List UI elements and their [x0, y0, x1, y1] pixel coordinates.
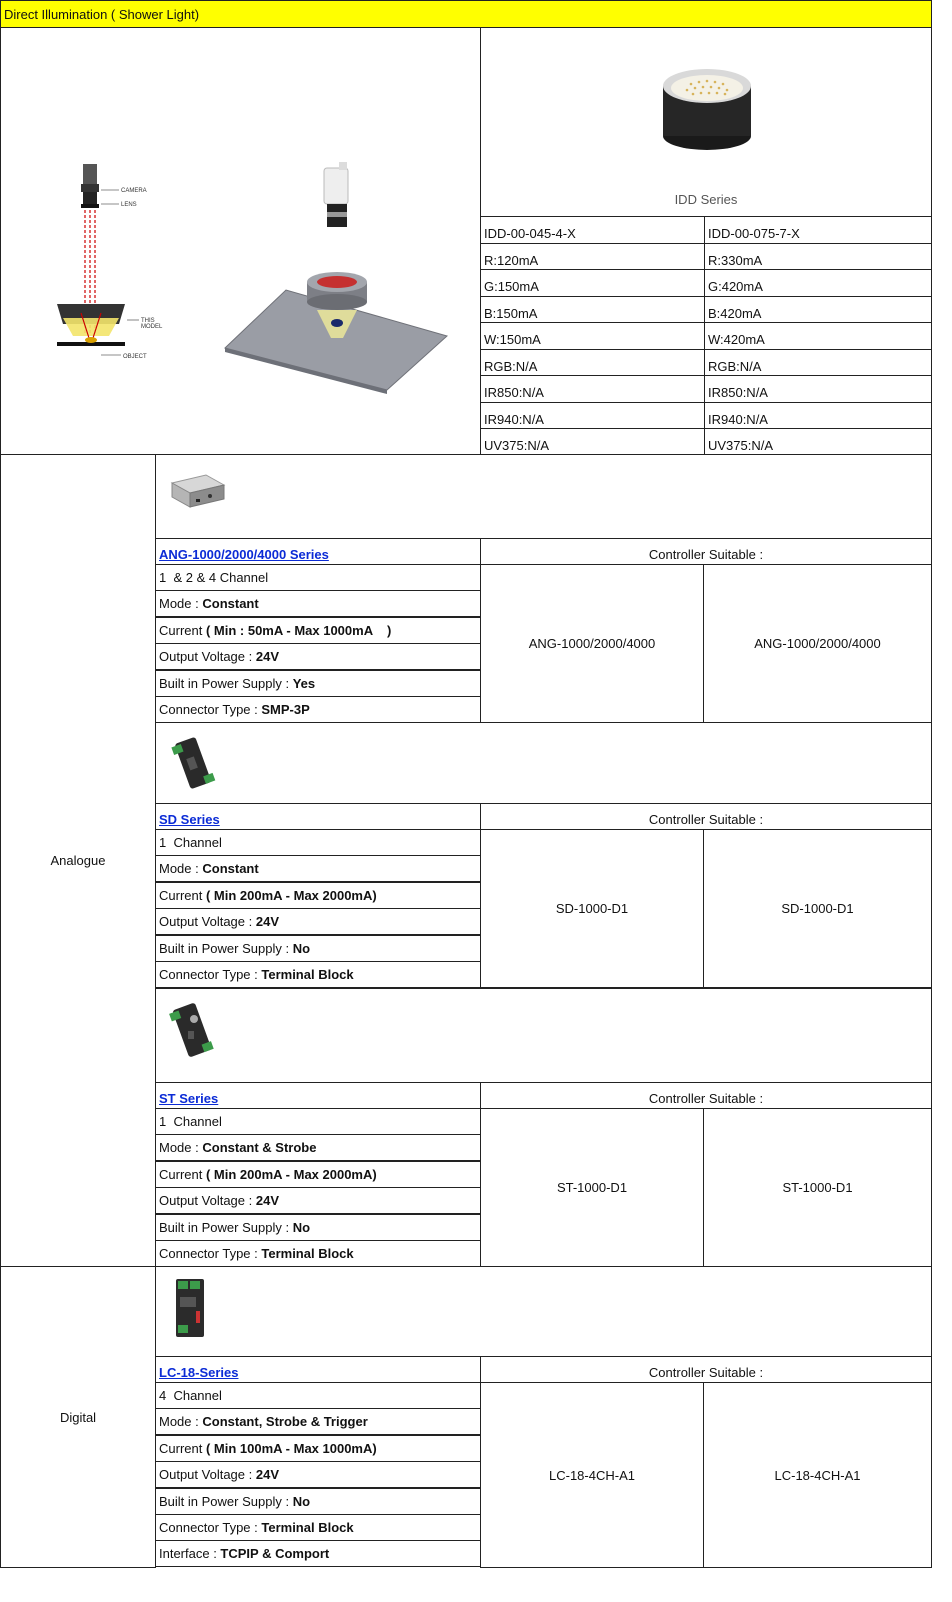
spec-label: Connector Type :	[159, 967, 262, 982]
spec-row	[155, 1240, 481, 1267]
spec-label: 1 & 2 & 4 Channel	[159, 570, 269, 585]
series-link[interactable]: ST Series	[159, 1091, 219, 1106]
spec-cell	[704, 296, 932, 324]
spec-value: RGB:N/A	[484, 359, 538, 374]
spec-value: Constant, Strobe & Trigger	[202, 1414, 368, 1429]
controller-image-cell	[155, 988, 932, 1083]
controller-suitable-label: Controller Suitable :	[648, 812, 764, 827]
model-cell	[704, 216, 932, 244]
suitable-model: ANG-1000/2000/4000	[754, 636, 881, 651]
group-analogue-label: Analogue	[50, 853, 106, 868]
diagram-panel	[0, 27, 481, 455]
setup-diagram	[1, 28, 480, 454]
spec-row	[155, 961, 481, 988]
spec-cell	[480, 402, 705, 430]
spec-value: G:420mA	[708, 279, 763, 294]
model-label-2: MODEL	[141, 324, 163, 330]
spec-row	[155, 590, 481, 617]
controller-image	[166, 997, 218, 1064]
spec-row	[155, 908, 481, 935]
controller-suitable-header	[480, 1082, 932, 1109]
spec-label: Current	[159, 1167, 206, 1182]
camera-shape	[83, 164, 97, 184]
spec-row	[155, 1161, 481, 1188]
series-link[interactable]: LC-18-Series	[159, 1365, 239, 1380]
spec-value: IR850:N/A	[484, 385, 544, 400]
spec-value: W:150mA	[484, 332, 541, 347]
spec-value: IR940:N/A	[484, 412, 544, 427]
spec-value: TCPIP & Comport	[220, 1546, 330, 1561]
spec-label: Output Voltage :	[159, 914, 256, 929]
spec-cell	[704, 428, 932, 456]
spec-row	[155, 1108, 481, 1135]
spec-label: 4 Channel	[159, 1388, 222, 1403]
spec-row	[155, 882, 481, 909]
spec-row	[155, 935, 481, 962]
spec-label: Built in Power Supply :	[159, 676, 293, 691]
spec-value: Terminal Block	[261, 1520, 354, 1535]
model-cell	[480, 216, 705, 244]
controller-image	[166, 1275, 212, 1344]
spec-label: Output Voltage :	[159, 1193, 256, 1208]
suitable-model: LC-18-4CH-A1	[549, 1467, 635, 1483]
spec-label: Built in Power Supply :	[159, 941, 293, 956]
spec-cell	[704, 349, 932, 377]
group-digital	[0, 1266, 156, 1568]
spec-row	[155, 1461, 481, 1488]
spec-label: Interface :	[159, 1546, 221, 1561]
group-digital-label: Digital	[59, 1409, 97, 1425]
spec-row	[155, 1435, 481, 1462]
series-cell	[155, 1356, 481, 1383]
suitable-model-cell	[480, 1108, 704, 1267]
model-label-1: THIS	[141, 318, 155, 324]
spec-cell	[704, 243, 932, 271]
controller-suitable-label: Controller Suitable :	[648, 547, 764, 562]
spec-label: Connector Type :	[159, 1246, 262, 1261]
suitable-model-cell	[703, 1382, 932, 1568]
spec-row	[155, 1214, 481, 1241]
controller-image	[166, 731, 216, 796]
suitable-model-cell	[480, 829, 704, 988]
spec-value: SMP-3P	[261, 702, 310, 717]
controller-image-cell	[155, 454, 932, 539]
controller-suitable-header	[480, 803, 932, 830]
model-name: IDD-00-045-4-X	[484, 226, 576, 241]
spec-label: Connector Type :	[159, 1520, 262, 1535]
spec-row	[155, 829, 481, 856]
camera-label: CAMERA	[121, 188, 147, 194]
suitable-model-cell	[703, 1108, 932, 1267]
spec-value: UV375:N/A	[708, 438, 774, 453]
spec-cell	[704, 375, 932, 403]
spec-value: 24V	[255, 914, 279, 929]
spec-value: UV375:N/A	[484, 438, 550, 453]
lens-shape	[83, 192, 97, 204]
spec-value: Terminal Block	[261, 967, 354, 982]
spec-cell	[480, 428, 705, 456]
spec-row	[155, 564, 481, 591]
spec-row	[155, 1134, 481, 1161]
spec-cell	[704, 402, 932, 430]
spec-value: B:150mA	[484, 306, 538, 321]
spec-value: W:420mA	[708, 332, 765, 347]
suitable-model: ANG-1000/2000/4000	[528, 636, 656, 651]
spec-value: Constant	[202, 596, 259, 611]
ring-light-3d	[307, 294, 367, 310]
spec-label: Current	[159, 888, 206, 903]
series-cell	[155, 1082, 481, 1109]
product-panel	[480, 27, 932, 217]
controller-image	[166, 463, 228, 514]
suitable-model-cell	[480, 1382, 704, 1568]
spec-label: Current	[159, 623, 206, 638]
spec-row	[155, 1514, 481, 1541]
spec-value: Constant & Strobe	[202, 1140, 317, 1155]
spec-value: 24V	[255, 649, 279, 664]
spec-label: 1 Channel	[159, 835, 222, 850]
product-caption: IDD Series	[674, 192, 738, 207]
spec-value: ( Min 100mA - Max 1000mA)	[205, 1441, 377, 1456]
series-cell	[155, 538, 481, 565]
spec-cell	[480, 269, 705, 297]
spec-label: Mode :	[159, 596, 203, 611]
spec-row	[155, 696, 481, 723]
controller-image-cell	[155, 1266, 932, 1357]
spec-value: Yes	[292, 676, 316, 691]
spec-value: ( Min 200mA - Max 2000mA)	[205, 888, 377, 903]
spec-row	[155, 855, 481, 882]
spec-value: IR940:N/A	[708, 412, 768, 427]
spec-value: R:330mA	[708, 253, 763, 268]
spec-value: Terminal Block	[261, 1246, 354, 1261]
spec-cell	[480, 243, 705, 271]
spec-value: B:420mA	[708, 306, 762, 321]
section-header	[0, 0, 932, 28]
suitable-model: SD-1000-D1	[555, 901, 629, 916]
idd-product-image	[481, 28, 931, 216]
suitable-model: SD-1000-D1	[781, 901, 854, 916]
series-link[interactable]: ANG-1000/2000/4000 Series	[159, 547, 329, 562]
spec-label: Mode :	[159, 1414, 203, 1429]
spec-cell	[704, 322, 932, 350]
model-name: IDD-00-075-7-X	[708, 226, 800, 241]
spec-row	[155, 1408, 481, 1435]
spec-value: 24V	[255, 1193, 279, 1208]
controller-image-cell	[155, 722, 932, 804]
spec-label: 1 Channel	[159, 1114, 222, 1129]
spec-row	[155, 617, 481, 644]
spec-value: Constant	[202, 861, 259, 876]
spec-value: No	[292, 1494, 311, 1509]
spec-cell	[480, 296, 705, 324]
suitable-model: ST-1000-D1	[782, 1180, 853, 1195]
spec-label: Output Voltage :	[159, 1467, 256, 1482]
suitable-model: ST-1000-D1	[556, 1180, 628, 1195]
spec-label: Built in Power Supply :	[159, 1220, 293, 1235]
spec-label: Mode :	[159, 861, 203, 876]
controller-suitable-header	[480, 1356, 932, 1383]
series-cell	[155, 803, 481, 830]
suitable-model-cell	[480, 564, 704, 723]
controller-suitable-label: Controller Suitable :	[648, 1365, 764, 1380]
spec-value: No	[292, 941, 311, 956]
spec-value: IR850:N/A	[708, 385, 768, 400]
spec-label: Current	[159, 1441, 206, 1456]
object-label: OBJECT	[123, 354, 147, 360]
suitable-model-cell	[703, 564, 932, 723]
spec-value: ( Min : 50mA - Max 1000mA )	[205, 623, 392, 638]
spec-value: ( Min 200mA - Max 2000mA)	[205, 1167, 377, 1182]
spec-value: No	[292, 1220, 311, 1235]
group-analogue	[0, 454, 156, 1267]
spec-cell	[704, 269, 932, 297]
spec-cell	[480, 322, 705, 350]
section-title: Direct Illumination ( Shower Light)	[4, 6, 200, 22]
spec-value: 24V	[255, 1467, 279, 1482]
spec-label: Mode :	[159, 1140, 203, 1155]
spec-row	[155, 1540, 481, 1567]
spec-row	[155, 1382, 481, 1409]
controller-suitable-label: Controller Suitable :	[648, 1091, 764, 1106]
spec-cell	[480, 375, 705, 403]
spec-cell	[480, 349, 705, 377]
suitable-model: LC-18-4CH-A1	[774, 1467, 861, 1483]
spec-label: Output Voltage :	[159, 649, 256, 664]
spec-row	[155, 1488, 481, 1515]
spec-label: Connector Type :	[159, 702, 262, 717]
spec-label: Built in Power Supply :	[159, 1494, 293, 1509]
spec-value: G:150mA	[484, 279, 539, 294]
spec-value: RGB:N/A	[708, 359, 762, 374]
series-link[interactable]: SD Series	[159, 812, 220, 827]
lens-label: LENS	[121, 202, 137, 208]
spec-value: R:120mA	[484, 253, 539, 268]
suitable-model-cell	[703, 829, 932, 988]
controller-suitable-header	[480, 538, 932, 565]
spec-row	[155, 1187, 481, 1214]
spec-row	[155, 643, 481, 670]
spec-row	[155, 670, 481, 697]
camera-3d	[324, 168, 348, 204]
